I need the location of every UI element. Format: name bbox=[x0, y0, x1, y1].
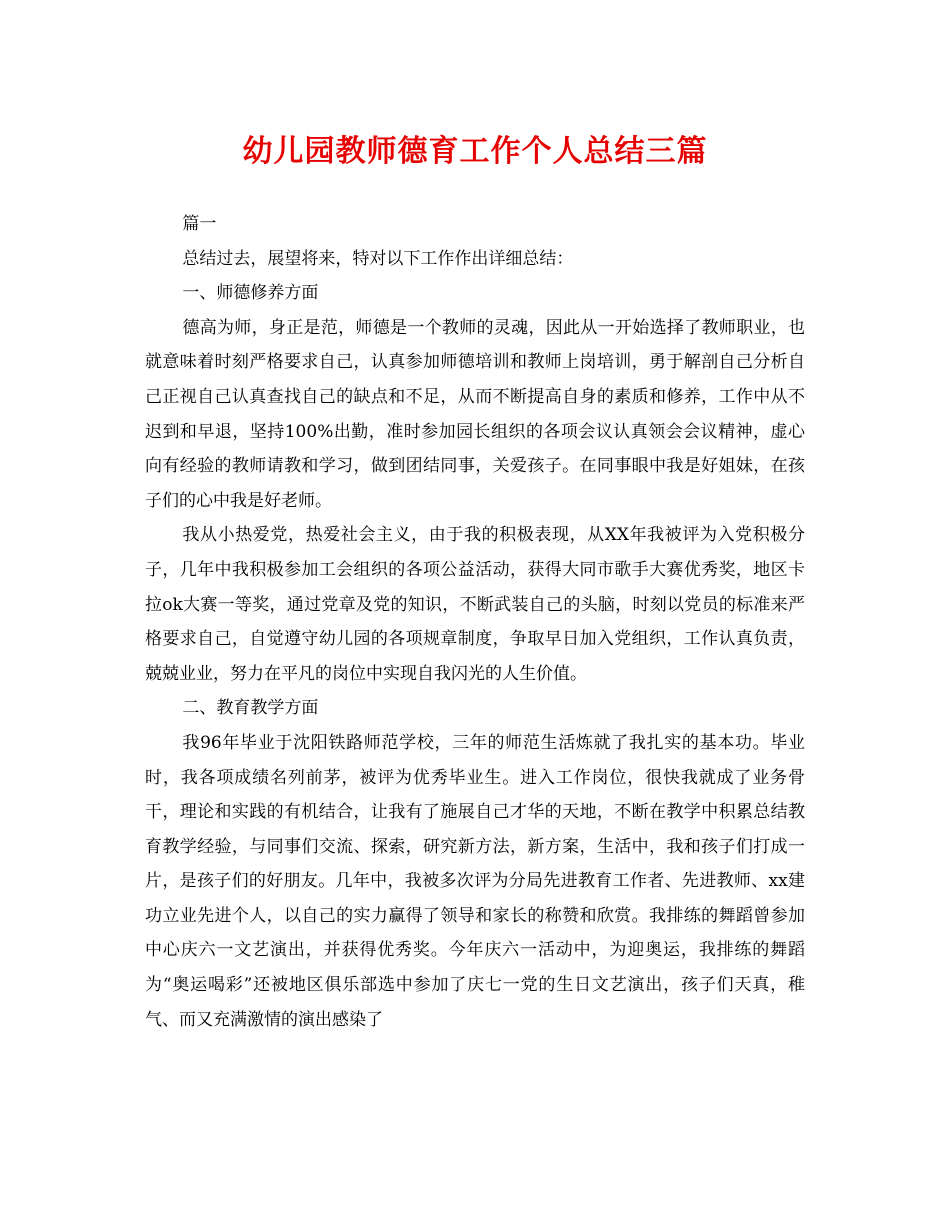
section-label: 篇一 bbox=[182, 214, 217, 234]
document-title: 幼儿园教师德育工作个人总结三篇 bbox=[242, 134, 708, 169]
document-body bbox=[145, 207, 805, 1037]
body-paragraph: 德高为师，身正是范，师德是一个教师的灵魂，因此从一开始选择了教师职业，也就意味着时刻严格要求自己，认真参加师德培训和教师上岗培训，勇于解剖自己分析自己正视自己认真查找自己的缺点和不足，从而不断提高自身的素质和修养，工作中从不迟到和早退，坚持100%出勤，准时参加园长组织的各项会议认真领会会议精神，虚心向有经验的教师请教和学习，做到团结同事，关爱孩子。在同事眼中我是好姐妹，在孩子们的心中我是好老师。 bbox=[145, 317, 805, 511]
intro-paragraph: 总结过去，展望将来，特对以下工作作出详细总结： bbox=[182, 248, 574, 269]
body-paragraph: 我从小热爱党，热爱社会主义，由于我的积极表现，从XX年我被评为入党积极分子，几年中我积极参加工会组织的各项公益活动，获得大同市歌手大赛优秀奖，地区卡拉ok大赛一等奖，通过党章及党的知识，不断武装自己的头脑，时刻以党员的标准来严格要求自己，自觉遵守幼儿园的各项规章制度，争取早日加入党组织，工作认真负责，兢兢业业，努力在平凡的岗位中实现自我闪光的人生价值。 bbox=[145, 525, 805, 684]
section-heading: 二、教育教学方面 bbox=[182, 698, 319, 719]
body-paragraph: 我96年毕业于沈阳铁路师范学校，三年的师范生活炼就了我扎实的基本功。毕业时，我各项成绩名列前茅，被评为优秀毕业生。进入工作岗位，很快我就成了业务骨干，理论和实践的有机结合，让我有了施展自己才华的天地，不断在教学中积累总结教育教学经验，与同事们交流、探索，研究新方法，新方案，生活中，我和孩子们打成一片，是孩子们的好朋友。几年中，我被多次评为分局先进教育工作者、先进教师、xx建功立业先进个人，以自己的实力赢得了领导和家长的称赞和欣赏。我排练的舞蹈曾参加中心庆六一文艺演出，并获得优秀奖。今年庆六一活动中，为迎奥运，我排练的舞蹈为“奥运喝彩”还被地区俱乐部选中参加了庆七一党的生日文艺演出，孩子们天真，稚气、而又充满激情的演出感染了 bbox=[145, 732, 805, 1030]
section-heading: 一、师德修养方面 bbox=[182, 283, 319, 304]
